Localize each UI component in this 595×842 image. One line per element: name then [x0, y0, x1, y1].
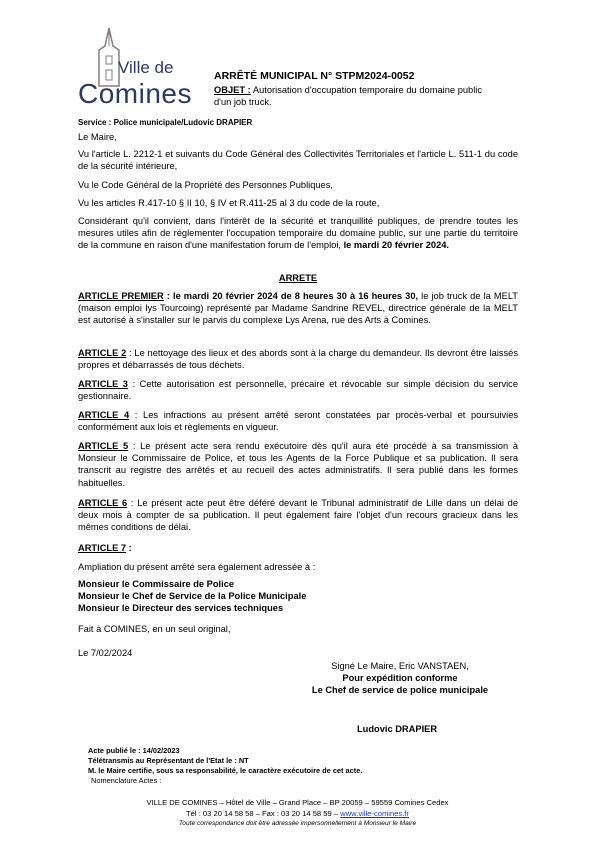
acte-teletransmis: Télétransmis au Représentant de l'Etat le : NT	[88, 756, 249, 765]
article-text: Le présent acte peut être déféré devant le Tribunal administratif de Lille dans un délai de deux mois à compter de sa publication. Il peut également faire l'objet d'un recours gracieux dans les mêmes conditions de délai.	[78, 498, 518, 533]
article-label: ARTICLE 5	[78, 441, 129, 451]
recipient: Monsieur le Chef de Service de la Police Municipale	[78, 591, 307, 602]
website-link[interactable]: www.ville-comines.fr	[340, 808, 409, 818]
service-line: Service : Police municipale/Ludovic DRAPIER	[78, 118, 253, 127]
considerant-paragraph	[78, 215, 518, 252]
article-text: Les infractions au présent arrêté seront constatées par procès-verbal et poursuivies conformément aux lois et règlements en vigueur.	[78, 410, 519, 433]
acte-nomenclature: Nomenclature Actes :	[91, 776, 162, 785]
fait-a: Fait à COMINES, en un seul original,	[78, 624, 231, 634]
ampliation-recipients	[78, 578, 518, 615]
logo-ville-de: Ville de	[118, 58, 174, 77]
vu-paragraph-2: Vu le Code Général de la Propriété des Personnes Publiques,	[78, 180, 333, 190]
footer-phone-fax: Tél : 03 20 14 58 58 – Fax : 03 20 14 58 59 –	[186, 808, 339, 818]
arrete-heading: ARRETE	[278, 273, 318, 283]
acte-publie: Acte publié le : 14/02/2023	[88, 746, 180, 755]
objet-label: OBJET :	[214, 85, 251, 95]
recipient: Monsieur le Commissaire de Police	[78, 579, 235, 589]
footer-notice: Toute correspondance doit être adressée impersonnellement à Monsieur le Maire	[178, 820, 417, 827]
article-premier: ARTICLE PREMIER : le mardi 20 février 2024 de 8 heures 30 à 16 heures 30, le job truck de la MELT (maison emploi lys Tourcoing) représenté par Madame Sandrine REVEL, directrice générale de la MELT est autorisé à s'installer sur le parvis du complexe Lys Arena, rue des Arts à Comines.	[78, 291, 518, 326]
article-text: le job truck de la MELT (maison emploi lys Tourcoing) représenté par Madame Sandrine REVEL, directrice générale de la MELT est autorisé à s'installer sur le parvis du complexe Lys Arena, rue des Arts à Comines.	[78, 291, 518, 326]
logo-comines: Comines	[78, 78, 192, 109]
objet-block	[214, 84, 482, 108]
pour-expedition: Pour expédition conforme	[342, 673, 458, 683]
city-logo	[78, 28, 198, 110]
article-7: ARTICLE 7 :	[78, 543, 132, 553]
article-label: ARTICLE 6	[78, 498, 128, 508]
article-label: ARTICLE PREMIER	[78, 291, 164, 301]
page-title: ARRÊTÉ MUNICIPAL N° STPM2024-0052	[214, 70, 415, 82]
chef-de-service: Le Chef de service de police municipale	[311, 685, 489, 695]
signature-block	[280, 660, 520, 696]
considerant-text: Considérant qu'il convient, dans l'intérêt de la sécurité et tranquillité publiques, de prendre toutes les mesures utiles afin de réglementer l'occupation temporaire du domaine public, sur une partie du territoire de la commune en raison d'une manifestation forum de l'emploi,	[78, 216, 518, 251]
vu-paragraph-3: Vu les articles R.417-10 § II 10, § IV et R.411-25 al 3 du code de la route,	[78, 198, 380, 208]
considerant-date: le mardi 20 février 2024.	[343, 240, 450, 251]
footer-address: VILLE DE COMINES – Hôtel de Ville – Grand Place – BP 20059 – 59559 Comines Cedex	[146, 798, 449, 807]
article-label: ARTICLE 4	[78, 410, 130, 420]
article-label: ARTICLE 2	[78, 348, 127, 358]
article-4: ARTICLE 4 : Les infractions au présent arrêté seront constatées par procès-verbal et poursuivies conformément aux lois et règlements en vigueur.	[78, 410, 519, 433]
signe-line: Signé Le Maire, Eric VANSTAEN,	[331, 661, 469, 671]
objet-text: Autorisation d'occupation temporaire du domaine public d'un job truck.	[214, 85, 482, 107]
article-3: ARTICLE 3 : Cette autorisation est personnelle, précaire et révocable sur simple décision du service gestionnaire.	[78, 379, 518, 402]
footer-contact	[0, 809, 595, 820]
article-text: Le présent acte sera rendu exécutoire dès qu'il aura été procédé à sa transmission à Monsieur le Commissaire de Police, et tous les Agents de la Force Publique et sa publication. Il sera transcrit au registre des arrêtés et au recueil des actes administratifs. Il sera publié dans les formes habituelles.	[78, 441, 518, 488]
footer	[0, 798, 595, 830]
article-2: ARTICLE 2 : Le nettoyage des lieux et des abords sont à la charge du demandeur. Ils devront être laissés propres et débarrassés de tous déchets.	[78, 348, 518, 371]
article-6: ARTICLE 6 : Le présent acte peut être déféré devant le Tribunal administratif de Lille dans un délai de deux mois à compter de sa publication. Il peut également faire l'objet d'un recours gracieux dans les mêmes conditions de délai.	[78, 498, 518, 533]
article-label: ARTICLE 3	[78, 379, 128, 389]
article-lead: le mardi 20 février 2024 de 8 heures 30 à 16 heures 30,	[172, 291, 419, 301]
article-text: Le nettoyage des lieux et des abords sont à la charge du demandeur. Ils devront être laissés propres et débarrassés de tous déchets.	[78, 348, 518, 371]
signatory-name: Ludovic DRAPIER	[357, 724, 438, 734]
acte-certifie: M. le Maire certifie, sous sa responsabilité, le caractère exécutoire de cet acte.	[88, 766, 363, 775]
recipient: Monsieur le Directeur des services techniques	[78, 603, 284, 614]
intro-le-maire: Le Maire,	[78, 132, 117, 142]
article-label: ARTICLE 7	[78, 543, 127, 553]
ampliation-intro: Ampliation du présent arrêté sera également adressée à :	[78, 562, 316, 572]
acte-info	[88, 746, 518, 786]
article-5: ARTICLE 5 : Le présent acte sera rendu exécutoire dès qu'il aura été procédé à sa transmission à Monsieur le Commissaire de Police, et tous les Agents de la Force Publique et sa publication. Il sera transcrit au registre des arrêtés et au recueil des actes administratifs. Il sera publié dans les formes habituelles.	[78, 441, 518, 488]
date-line: Le 7/02/2024	[78, 648, 133, 658]
article-text: Cette autorisation est personnelle, précaire et révocable sur simple décision du service gestionnaire.	[78, 379, 518, 402]
vu-paragraph-1: Vu l'article L. 2212-1 et suivants du Code Général des Collectivités Territoriales et l'article L. 511-1 du code de la sécurité intérieure,	[78, 149, 518, 172]
